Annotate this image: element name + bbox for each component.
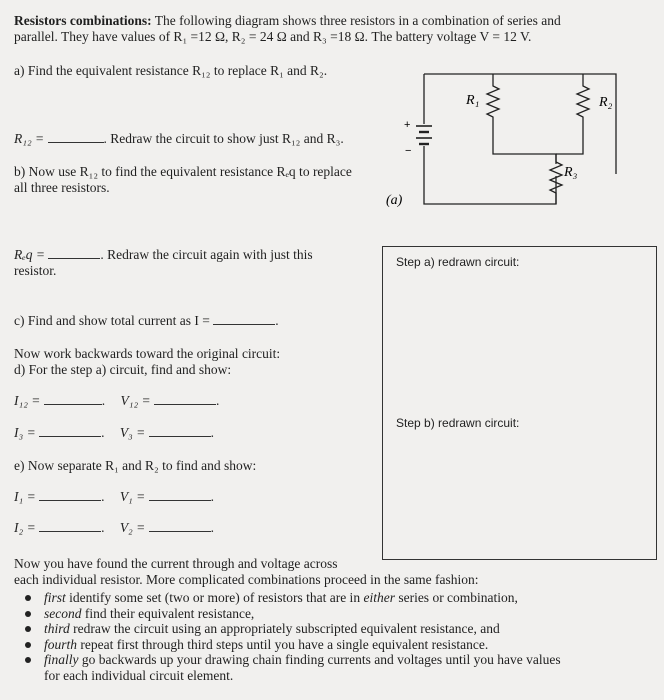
intro-text: The following diagram shows three resistors in a combination of series and [154,13,561,28]
list-item [0,606,561,622]
left-wire-bottom [424,146,556,204]
r12-label: R₁₂ = [14,131,45,146]
i2-blank[interactable] [39,520,101,532]
i2-label: I₂ = [14,520,36,535]
part-e-question: e) Now separate R₁ and R₂ to find and show: [14,458,257,473]
i1-label: I₁ = [14,489,36,504]
list-item [0,652,561,668]
r12-blank[interactable] [48,131,104,143]
circuit-diagram [386,64,646,224]
part-a-answer [14,131,344,147]
part-c-text: c) Find and show total current as I = [14,313,210,328]
v1-label: V₁ = [119,489,146,504]
step-b-label: Step b) redrawn circuit: [396,416,520,430]
closing-line2: each individual resistor. More complicated combinations proceed in the same fashion: [14,572,479,587]
diagram-caption: (a) [386,193,403,208]
i2-v2-row [14,520,214,536]
v12-blank[interactable] [154,393,216,405]
i12-label: I₁₂ = [14,393,41,408]
r3-label: R₃ [564,165,578,180]
i1-v1-row [14,489,214,505]
step-em: fourth [44,636,78,652]
step-text: identify some set (two or more) of resistors that are in [65,590,364,605]
redrawn-circuit-box[interactable] [382,246,657,560]
r2-label: R₂ [599,95,613,110]
step-em: third [44,621,70,636]
header [14,13,561,29]
bullet-icon [25,595,31,601]
steps-list [0,590,561,683]
top-wire [424,74,616,174]
i3-v3-row [14,425,214,441]
step-em: second [44,605,82,621]
part-b-resistor: resistor. [14,263,57,278]
i3-blank[interactable] [39,425,101,437]
part-b-instruction: . Redraw the circuit again with just this [100,247,313,262]
step-text: for each individual circuit element. [44,667,234,683]
v1-blank[interactable] [149,489,211,501]
part-d-line2: d) For the step a) circuit, find and show: [14,362,232,377]
i12-v12-row [14,393,219,409]
closing-line1: Now you have found the current through and voltage across [14,556,338,571]
step-text: repeat first through third steps until you have a single equivalent resistance. [77,636,489,652]
step-text: find their equivalent resistance, [81,605,255,621]
dot: . [101,489,105,504]
part-b-line1: b) Now use R₁₂ to find the equivalent resistance Rₑq to replace [14,164,352,179]
title: Resistors combinations: [14,13,152,28]
i1-blank[interactable] [39,489,101,501]
dot: . [210,425,214,440]
part-c-question [14,313,279,329]
minus-label: − [405,145,412,157]
part-a-question: a) Find the equivalent resistance R₁₂ to replace R₁ and R₂. [14,63,328,78]
current-blank[interactable] [213,313,275,325]
r1-resistor [487,74,556,164]
part-c-end: . [275,313,279,328]
dot: . [216,393,220,408]
bullet-icon [25,657,31,663]
req-blank[interactable] [48,247,100,259]
list-item [0,637,561,653]
step-a-label: Step a) redrawn circuit: [396,255,520,269]
bullet-icon [25,642,31,648]
v3-blank[interactable] [149,425,211,437]
v2-label: V₂ = [119,520,146,535]
step-em: first [44,590,66,605]
v2-blank[interactable] [149,520,211,532]
v12-label: V₁₂ = [120,393,151,408]
i3-label: I₃ = [14,425,36,440]
part-d-line1: Now work backwards toward the original circuit: [14,346,281,361]
part-a-instruction: . Redraw the circuit to show just R₁₂ and R₃. [103,131,344,146]
step-text: redraw the circuit using an appropriately subscripted equivalent resistance, and [69,621,500,636]
dot: . [101,520,105,535]
step-text: go backwards up your drawing chain finding currents and voltages until you have values [78,652,561,667]
dot: . [210,489,214,504]
part-b-answer [14,247,313,263]
list-item-continued [0,668,561,684]
bullet-icon [25,611,31,617]
step-em: either [363,590,395,605]
dot: . [101,425,105,440]
r1-label: R₁ [466,93,480,108]
values-line: parallel. They have values of R₁ =12 Ω, R₂ = 24 Ω and R₃ =18 Ω. The battery voltage V = 12 V. [14,29,532,44]
list-item [0,621,561,637]
dot: . [210,520,214,535]
step-text: series or combination, [394,590,518,605]
i12-blank[interactable] [44,393,102,405]
part-b-line2: all three resistors. [14,180,110,195]
req-label: Rₑq = [14,247,46,262]
dot: . [101,393,106,408]
list-item [0,590,561,606]
bullet-icon [25,626,31,632]
v3-label: V₃ = [119,425,146,440]
step-em: finally [44,652,79,667]
plus-label: + [404,119,411,131]
r2-resistor [556,74,589,154]
